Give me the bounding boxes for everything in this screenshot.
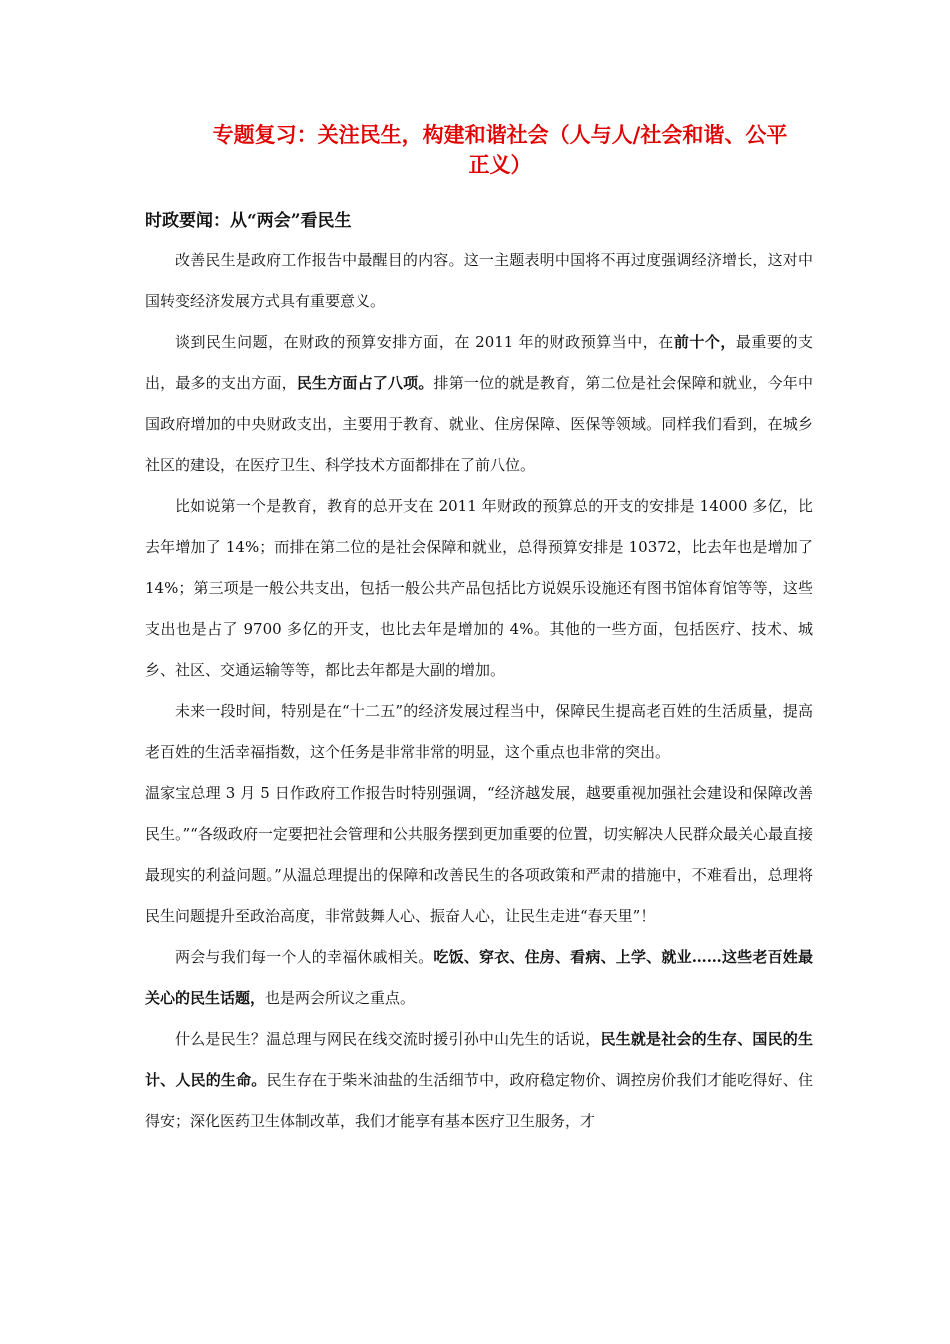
paragraph-6-text-a: 两会与我们每一个人的幸福休戚相关。 (175, 948, 434, 966)
paragraph-7-text-a: 什么是民生？温总理与网民在线交流时援引孙中山先生的话说， (175, 1030, 601, 1048)
paragraph-4: 未来一段时间，特别是在“十二五”的经济发展过程当中，保障民生提高老百姓的生活质量，提高老百姓的生活幸福指数，这个任务是非常非常的明显，这个重点也非常的突出。 (145, 702, 813, 761)
document-body (145, 240, 813, 1142)
document-title (180, 120, 820, 180)
paragraph-3: 比如说第一个是教育，教育的总开支在 2011 年财政的预算总的开支的安排是 14000 多亿，比去年增加了 14%；而排在第二位的是社会保障和就业，总得预算安排是 10372，比去年也是增加了 14%；第三项是一般公共支出，包括一般公共产品包括比方说娱乐设施还有图书馆体育馆等等，这些支出也是占了 9700 多亿的开支，也比去年是增加的 4%。其他的一些方面，包括医疗、技术、城乡、社区、交通运输等等，都比去年都是大副的增加。 (145, 497, 813, 679)
paragraph-2-text-c: 排第一位的就是教育，第二位是社会保障和就业，今年中国政府增加的中央财政支出，主要用于教育、就业、住房保障、医保等领域。同样我们看到，在城乡社区的建设，在医疗卫生、科学技术方面都排在了前八位。 (145, 374, 813, 474)
paragraph-2-bold-b: 民生方面占了八项。 (296, 374, 434, 392)
paragraph-2-text-b: 最重要的支出，最多的支出方面， (145, 333, 813, 392)
paragraph-2 (145, 322, 813, 486)
title-line-2: 正义） (468, 152, 532, 177)
paragraph-6 (145, 937, 813, 1019)
paragraph-7 (145, 1019, 813, 1142)
paragraph-6-bold: 吃饭、穿衣、住房、看病、上学、就业……这些老百姓最关心的民生话题， (145, 948, 813, 1007)
paragraph-1: 改善民生是政府工作报告中最醒目的内容。这一主题表明中国将不再过度强调经济增长，这对中国转变经济发展方式具有重要意义。 (145, 251, 813, 310)
section-heading: 时政要闻：从“两会”看民生 (145, 211, 352, 231)
paragraph-7-bold: 民生就是社会的生存、国民的生计、人民的生命。 (145, 1030, 813, 1089)
title-line-1: 专题复习：关注民生，构建和谐社会（人与人/社会和谐、公平 (212, 122, 788, 147)
paragraph-5: 温家宝总理 3 月 5 日作政府工作报告时特别强调，“经济越发展，越要重视加强社会建设和保障改善民生。”“各级政府一定要把社会管理和公共服务摆到更加重要的位置，切实解决人民群众最关心最直接最现实的利益问题。”从温总理提出的保障和改善民生的各项政策和严肃的措施中，不难看出，总理将民生问题提升至政治高度，非常鼓舞人心、振奋人心，让民生走进“春天里”！ (145, 784, 813, 925)
paragraph-6-text-b: 也是两会所议之重点。 (265, 989, 416, 1007)
paragraph-2-text-a: 谈到民生问题，在财政的预算安排方面，在 2011 年的财政预算当中，在 (175, 333, 674, 351)
paragraph-7-text-b: 民生存在于柴米油盐的生活细节中，政府稳定物价、调控房价我们才能吃得好、住得安；深化医药卫生体制改革，我们才能享有基本医疗卫生服务，才 (145, 1071, 813, 1130)
paragraph-2-bold-a: 前十个， (673, 333, 736, 351)
